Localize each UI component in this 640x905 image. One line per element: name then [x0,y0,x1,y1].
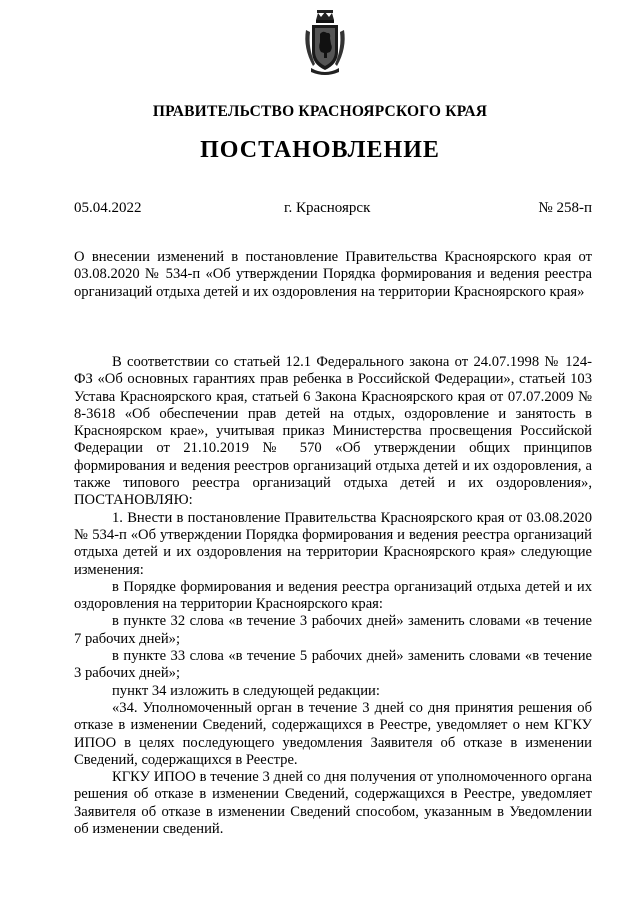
body-paragraph: В соответствии со статьей 12.1 Федерального закона от 24.07.1998 № 124-ФЗ «Об основных гарантиях прав ребенка в Российской Федерации», статьей 103 Устава Красноярского края, статьей 6 Закона Красноярского края от 07.07.2009 № 8-3618 «Об обеспечении прав детей на отдых, оздоровление и занятость в Красноярском крае», учитывая приказ Министерства просвещения Российской Федерации от 21.10.2019 № 570 «Об утверждении общих принципов формирования и ведения реестров организаций отдыха детей и их оздоровления, а также типового реестра организаций отдыха детей и их оздоровления», ПОСТАНОВЛЯЮ: [74,354,592,509]
coat-of-arms-icon [303,8,347,76]
document-type-title: ПОСТАНОВЛЕНИЕ [200,137,440,163]
body-paragraph: в пункте 32 слова «в течение 3 рабочих дней» заменить словами «в течение 7 рабочих дней»; [74,613,592,647]
document-number: № 258-п [538,200,592,216]
document-date: 05.04.2022 [74,200,142,216]
body-paragraph: КГКУ ИПОО в течение 3 дней со дня получения от уполномоченного органа решения об отказе в изменении Сведений, содержащихся в Реестре, уведомляет Заявителя об отказе в изменении Сведений способом, указанным в Уведомлении об изменении сведений. [74,769,592,838]
document-subject: О внесении изменений в постановление Правительства Красноярского края от 03.08.2020 № 534-п «Об утверждении Порядка формирования и ведения реестра организаций отдыха детей и их оздоровления на территории Красноярского края» [74,249,592,300]
document-body [74,354,592,838]
body-paragraph: в пункте 33 слова «в течение 5 рабочих дней» заменить словами «в течение 3 рабочих дней»; [74,648,592,682]
document-city: г. Красноярск [284,200,371,216]
body-paragraph: пункт 34 изложить в следующей редакции: [112,682,380,699]
body-paragraph: 1. Внести в постановление Правительства Красноярского края от 03.08.2020 № 534-п «Об утверждении Порядка формирования и ведения реестра организаций отдыха детей и их оздоровления на территории Красноярского края» следующие изменения: [74,509,592,578]
government-name: ПРАВИТЕЛЬСТВО КРАСНОЯРСКОГО КРАЯ [152,103,488,120]
body-paragraph: в Порядке формирования и ведения реестра организаций отдыха детей и их оздоровления на территории Красноярского края: [74,578,592,613]
body-paragraph: «34. Уполномоченный орган в течение 3 дней со дня принятия решения об отказе в изменении Сведений, содержащихся в Реестре, уведомляет о нем КГКУ ИПОО в целях последующего уведомления Заявителя об отказе в изменении Сведений, содержащихся в Реестре. [74,699,592,768]
